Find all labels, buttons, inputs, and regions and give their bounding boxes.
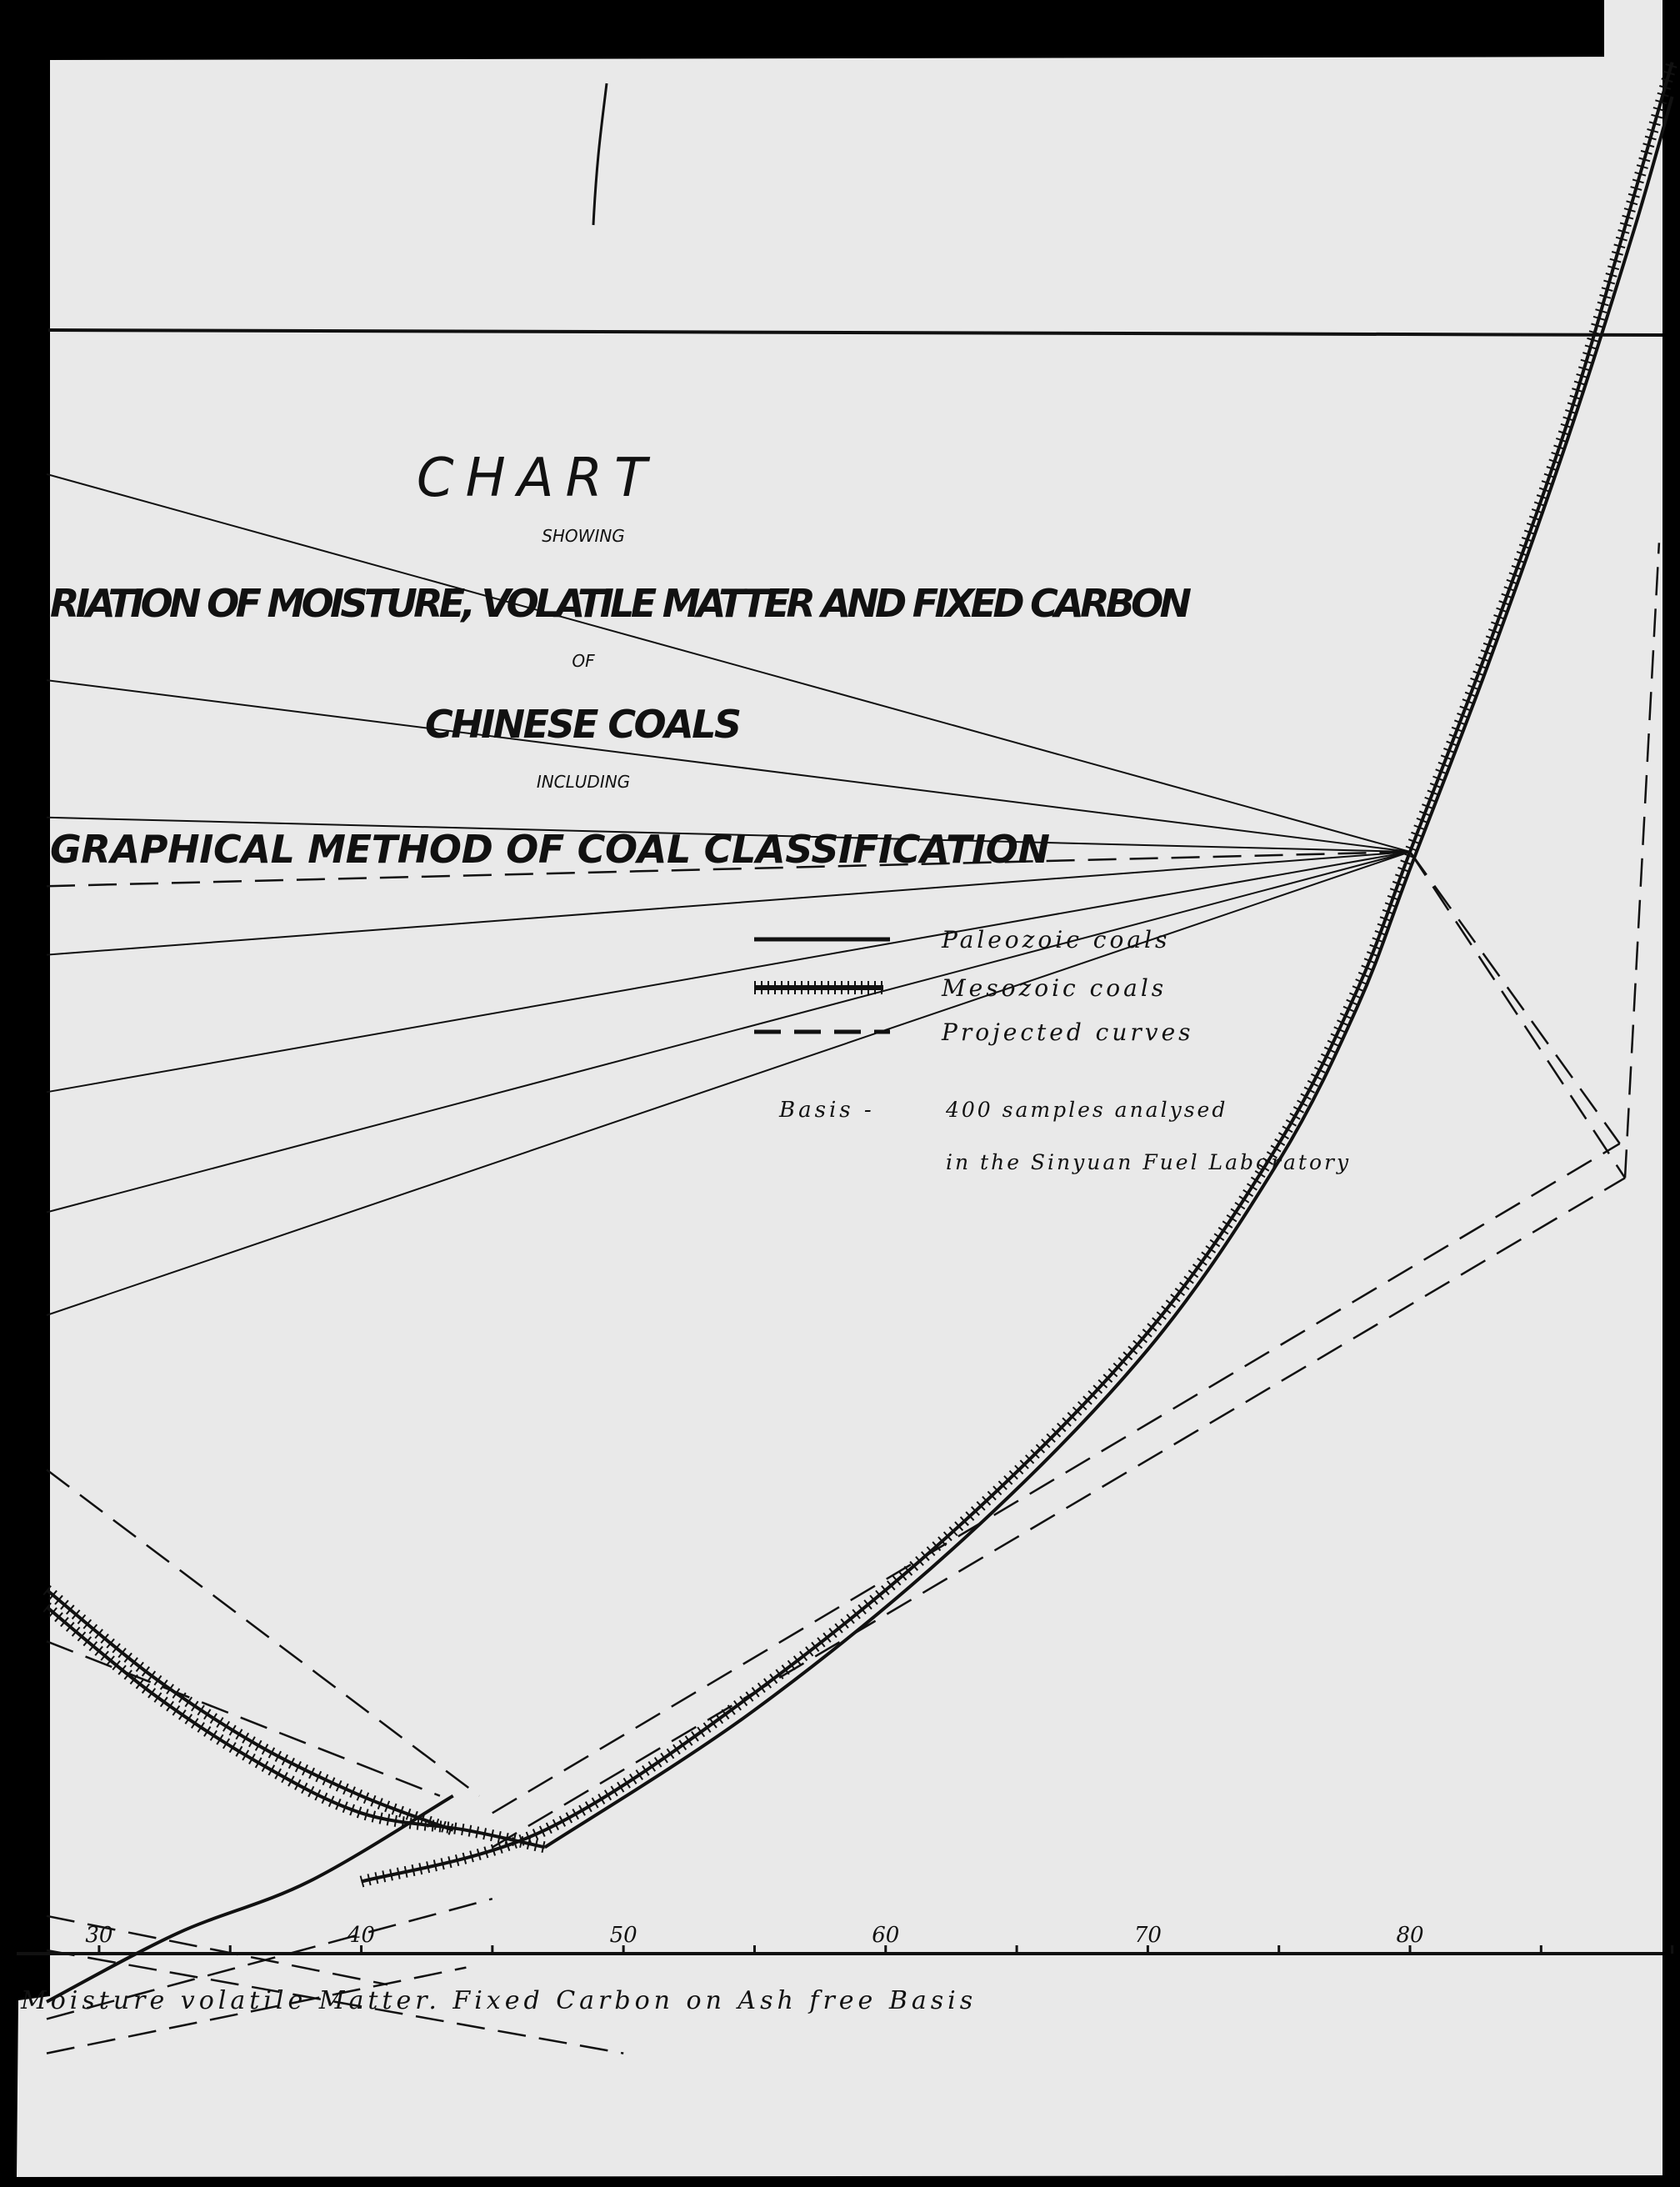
basis-label: Basis - [779,1098,875,1123]
basis-line-1: 400 samples analysed [946,1098,1228,1122]
x-tick-label: 70 [1133,1923,1162,1948]
title-line-5: INCLUDING [536,772,631,792]
legend-label: Projected curves [942,1018,1194,1046]
title-line-6: GRAPHICAL METHOD OF COAL CLASSIFICATION [50,827,1050,872]
legend-label: Mesozoic coals [942,974,1168,1002]
x-tick-label: 50 [609,1923,638,1948]
chart-title: CHART [416,448,659,509]
x-tick-label: 30 [85,1923,113,1948]
title-line-4: CHINESE COALS [425,702,742,747]
x-tick-label: 40 [347,1923,376,1948]
x-tick-label: 80 [1396,1923,1424,1948]
paper-corner [1604,0,1662,58]
x-axis-label: Moisture volatile Matter. Fixed Carbon on Ash free Basis [21,1986,978,2015]
title-line-2: RIATION OF MOISTURE, VOLATILE MATTER AND FIXED CARBON [50,581,1192,626]
title-line-3: OF [572,651,595,671]
legend-label: Paleozoic coals [942,926,1171,953]
x-tick-label: 60 [872,1923,900,1948]
title-line-1: SHOWING [542,526,625,546]
basis-line-2: in the Sinyuan Fuel Laboratory [946,1150,1352,1174]
